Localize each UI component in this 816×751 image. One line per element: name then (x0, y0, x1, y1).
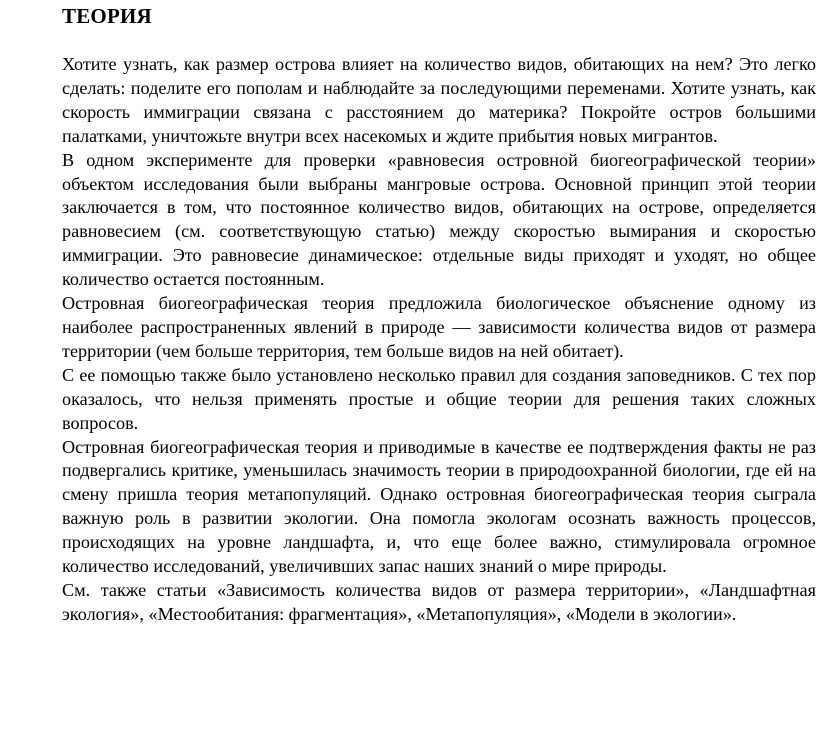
paragraph-see-also: См. также статьи «Зависимость количества видов от размера территории», «Ландшафтная экология», «Местообитания: фрагментация», «Метапопуляция», «Модели в экологии». (62, 579, 816, 624)
document-body (62, 53, 816, 627)
paragraph-2: В одном эксперименте для проверки «равновесия островной биогеографической теории» объектом исследования были выбраны мангровые острова. Основной принцип этой теории заключается в том, что постоянное количество видов, обитающих на острове, определяется равновесием (см. соответствующую статью) между скоростью вымирания и скоростью иммиграции. Это равновесие динамическое: отдельные виды приходят и уходят, но общее количество остается постоянным. (62, 149, 816, 290)
document-page (62, 0, 816, 627)
paragraph-3: Островная биогеографическая теория предложила биологическое объяснение одному из наиболее распространенных явлений в природе — зависимости количества видов от размера территории (чем больше территория, тем больше видов на ней обитает). (62, 293, 816, 361)
page-title: ТЕОРИЯ (62, 4, 152, 28)
paragraph-1: Хотите узнать, как размер острова влияет на количество видов, обитающих на нем? Это легко сделать: поделите его пополам и наблюдайте за последующими переменами. Хотите узнать, как скорость иммиграции связана с расстоянием до материка? Покройте остров большими палатками, уничтожьте внутри всех насекомых и ждите прибытия новых мигрантов. (62, 54, 816, 146)
paragraph-4: С ее помощью также было установлено несколько правил для создания заповедников. С тех пор оказалось, что нельзя применять простые и общие теории для решения таких сложных вопросов. (62, 364, 816, 433)
paragraph-5: Островная биогеографическая теория и приводимые в качестве ее подтверждения факты не раз подвергались критике, уменьшилась значимость теории в природоохранной биологии, где ей на смену пришла теория метапопуляций. Однако островная биогеографическая теория сыграла важную роль в развитии экологии. Она помогла экологам осознать важность процессов, происходящих на уровне ландшафта, и, что еще более важно, стимулировала огромное количество исследований, увеличивших запас наших знаний о мире природы. (62, 436, 816, 577)
